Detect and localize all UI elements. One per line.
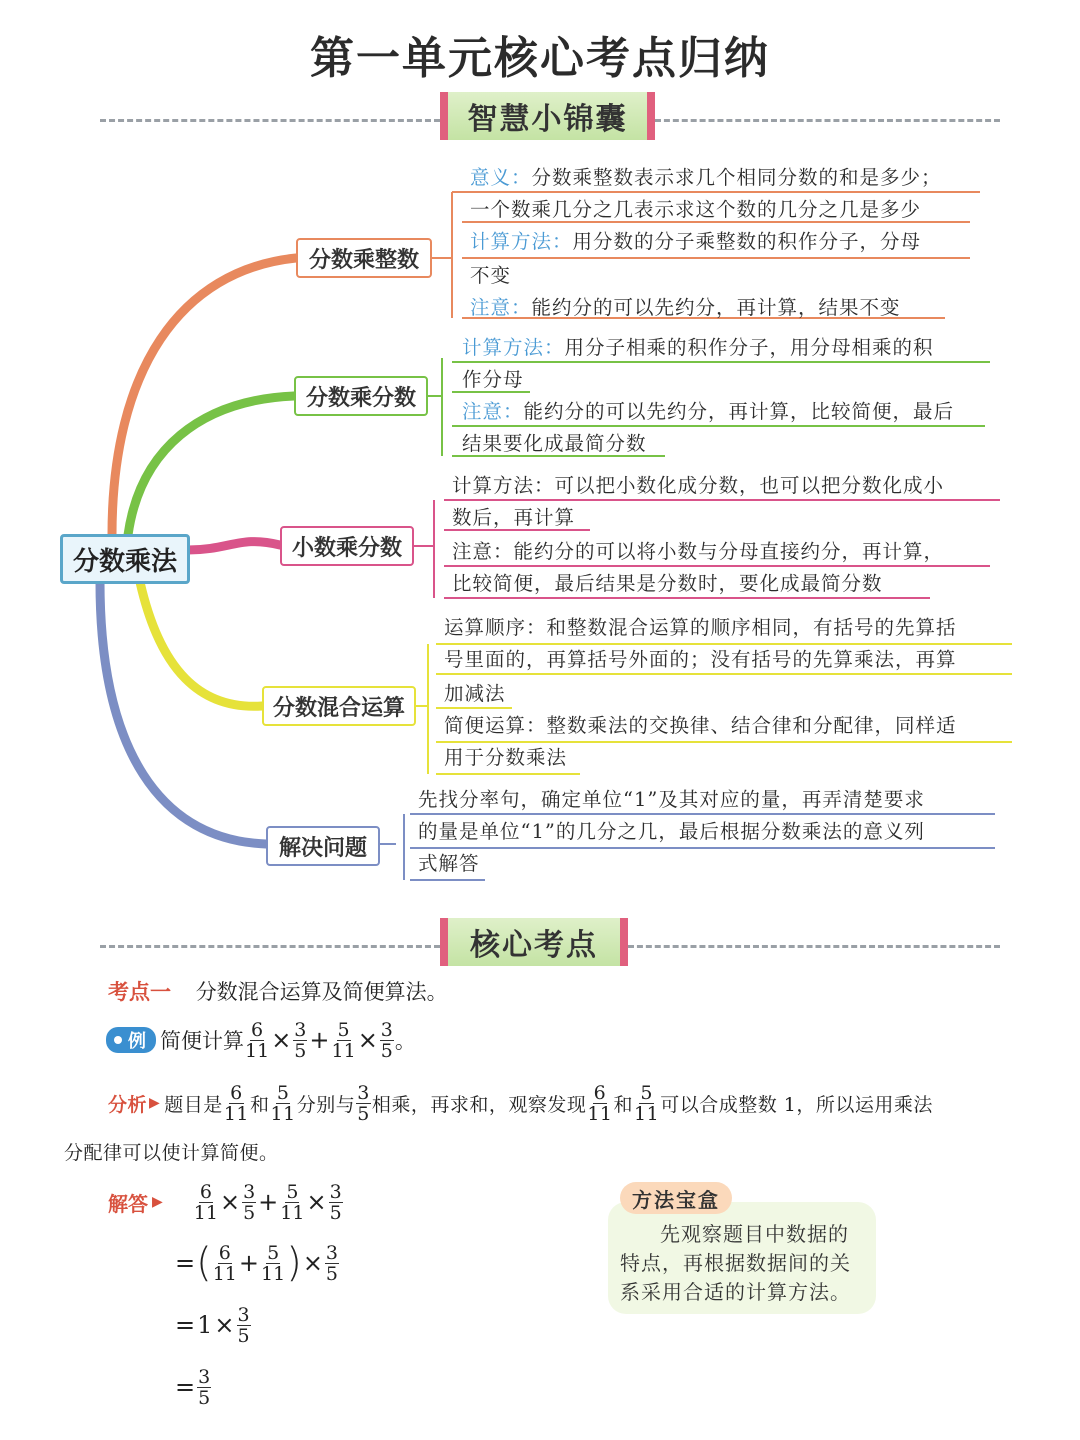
leaf-line: 作分母 [462,368,524,391]
analysis-text: 题目是 [164,1093,223,1116]
kaodian-text: 分数混合运算及简便算法。 [195,980,448,1004]
leaf-line: 计算方法：可以把小数化成分数，也可以把分数化成小 [452,474,945,497]
plus-sign: + [309,1026,330,1054]
fraction: $\frac{3}{5}$ [243,1180,256,1224]
fraction: $\frac{3}{5}$ [237,1303,250,1347]
fraction: $\frac{3}{5}$ [294,1018,307,1062]
example-badge-label: 例 [128,1031,146,1052]
times-sign: × [357,1026,378,1054]
leaf-line: 先找分率句，确定单位“1”及其对应的量，再弄清楚要求 [418,788,925,811]
fraction: $\frac{5}{11}$ [270,1081,296,1125]
equals-sign: = [175,1311,196,1339]
badge-dot-icon [114,1036,122,1044]
example-line [106,1016,416,1064]
fraction: $\frac{6}{11}$ [223,1081,249,1125]
banner-divider-left [100,119,440,122]
mindmap-root: 分数乘法 [60,534,190,584]
leaf-line: 计算方法：用分数的分子乘整数的积作分子，分母 [470,230,922,253]
leaf-line: 意义：分数乘整数表示求几个相同分数的和是多少； [470,166,942,189]
leaf-line: 计算方法：用分子相乘的积作分子，用分母相乘的积 [462,336,934,359]
leaf-line: 号里面的，再算括号外面的；没有括号的先算乘法，再算 [444,648,957,671]
leaf-line: 注意：能约分的可以先约分，再计算，结果不变 [470,296,901,319]
answer-step-2 [174,1300,252,1350]
equals-sign: = [175,1373,196,1401]
equals-sign: = [175,1249,196,1277]
banner-divider-left [100,945,440,948]
analysis-label: 分析 [108,1093,148,1116]
branch-node-mixed-operations: 分数混合运算 [262,686,416,726]
fraction: $\frac{5}{11}$ [280,1180,305,1224]
right-paren: ) [286,1240,302,1286]
leaf-line: 运算顺序：和整数混合运算的顺序相同，有括号的先算括 [444,616,957,639]
leaf-line: 用于分数乘法 [444,746,568,769]
fraction: $\frac{3}{5}$ [325,1241,339,1285]
analysis-text: 可以合成整数 1，所以运用乘法 [660,1093,933,1116]
method-text-line: 系采用合适的计算方法。 [620,1280,851,1304]
leaf-line: 注意：能约分的可以先约分，再计算，比较简便，最后 [462,400,955,423]
plus-sign: + [258,1188,279,1216]
analysis-text: 和 [613,1093,634,1116]
method-box [608,1202,876,1314]
method-text-line: 特点，再根据数据间的关 [620,1251,851,1275]
fraction: $\frac{3}{5}$ [357,1081,370,1125]
leaf-line: 式解答 [418,852,480,875]
answer-step-1 [174,1236,340,1290]
analysis-text: 和 [250,1093,270,1116]
fraction: $\frac{5}{11}$ [261,1241,286,1285]
analysis-text: 分别与 [296,1093,356,1116]
times-sign: × [219,1188,241,1216]
branch-node-fraction-times-fraction: 分数乘分数 [294,376,428,416]
left-paren: ( [196,1240,212,1286]
times-sign: × [306,1188,327,1216]
example-text: 简便计算 [160,1029,244,1053]
times-sign: × [271,1026,292,1054]
leaf-line: 比较简便，最后结果是分数时，要化成最简分数 [452,572,883,595]
leaf-line: 不变 [470,264,512,287]
branch-node-problem-solving: 解决问题 [266,826,380,866]
banner-divider-right [655,119,1000,122]
banner-divider-right [628,945,1000,948]
analysis-line-1 [108,1078,933,1128]
times-sign: × [214,1311,235,1339]
page-title: 第一单元核心考点归纳 [310,33,770,84]
leaf-line: 一个数乘几分之几表示求这个数的几分之几是多少 [470,198,922,221]
answer-step-3 [174,1362,212,1412]
leaf-line: 加减法 [444,682,506,705]
leaf-line: 注意：能约分的可以将小数与分母直接约分，再计算， [452,540,945,563]
fraction: $\frac{3}{5}$ [380,1018,393,1062]
times-sign: × [302,1249,323,1277]
fraction: $\frac{3}{5}$ [329,1180,342,1224]
leaf-line: 结果要化成最简分数 [462,432,647,455]
answer-label: 解答 [108,1191,148,1216]
method-box-title: 方法宝盒 [620,1182,732,1214]
fraction: $\frac{5}{11}$ [634,1081,660,1125]
banner-title: 智慧小锦囊 [440,92,655,140]
leaf-line: 的量是单位“1”的几分之几，最后根据分数乘法的意义列 [418,820,925,843]
triangle-right-icon: ▶ [149,1095,161,1111]
number-one: 1 [197,1311,213,1339]
section-banner-core [0,918,1080,974]
example-badge [106,1027,156,1053]
kaodian-line [108,976,448,1006]
kaodian-label: 考点一 [108,980,171,1004]
branch-node-fraction-times-integer: 分数乘整数 [296,238,432,278]
analysis-line-2: 分配律可以使计算简便。 [64,1142,279,1164]
section-banner-tips [0,92,1080,148]
example-end: 。 [394,1029,416,1053]
fraction: $\frac{6}{11}$ [587,1081,613,1125]
branch-node-decimal-times-fraction: 小数乘分数 [280,526,414,566]
analysis-text: 相乘，再求和，观察发现 [371,1093,587,1116]
fraction: $\frac{5}{11}$ [331,1018,356,1062]
plus-sign: + [238,1249,260,1277]
triangle-right-icon: ▶ [152,1194,163,1210]
fraction: $\frac{3}{5}$ [198,1365,211,1409]
fraction: $\frac{6}{11}$ [245,1018,270,1062]
method-text-line: 先观察题目中数据的 [660,1222,849,1246]
fraction: $\frac{6}{11}$ [193,1180,218,1224]
fraction: $\frac{6}{11}$ [212,1241,237,1285]
banner-title: 核心考点 [440,918,628,966]
answer-step-0 [108,1176,344,1228]
leaf-line: 数后，再计算 [452,506,576,529]
leaf-line: 简便运算：整数乘法的交换律、结合律和分配律，同样适 [444,714,957,737]
